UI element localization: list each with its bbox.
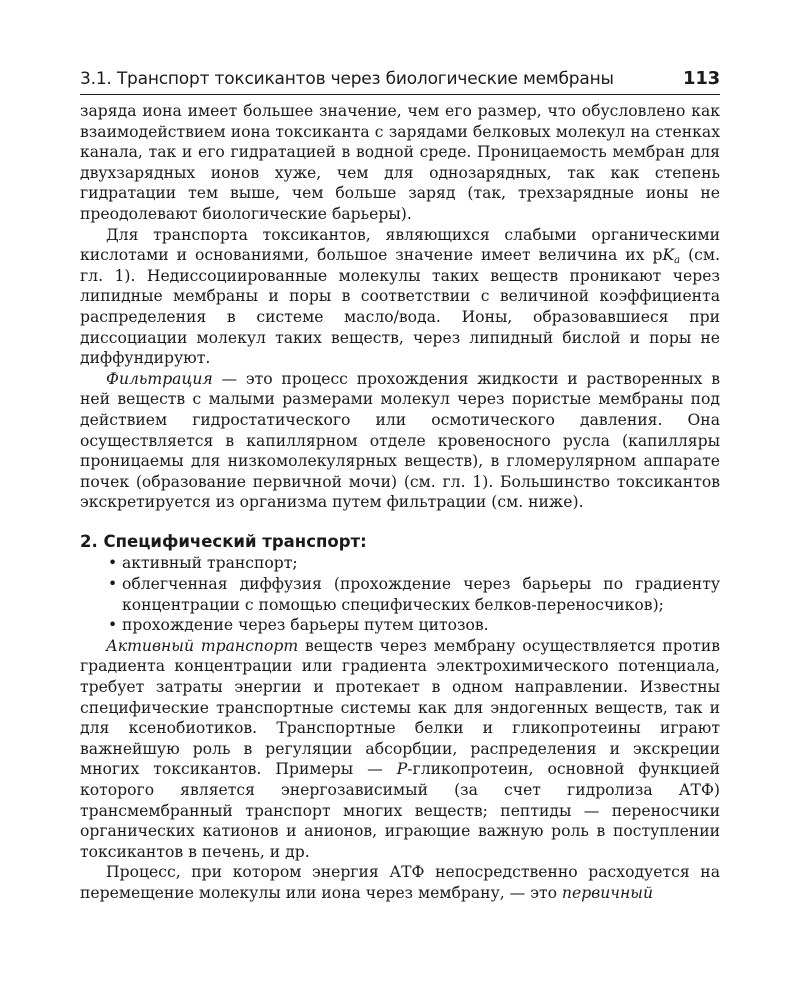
term-active-transport: Активный транспорт: [106, 636, 299, 655]
pka-k: K: [662, 246, 675, 265]
paragraph-4-text-1: веществ через мембрану осуществляется против градиента концентрации или градиента электрохимического потенциала, требует затраты энергии и протекает в одном направлении. Известны специфические транспортные системы как для эндогенных веществ, так и для ксенобиотиков. Транспортные белки и гликопротеины играют важнейшую роль в регуляции абсорбции, распределения и экскреции многих токсикантов. Примеры —: [80, 636, 720, 779]
section-heading: 2. Специфический транспорт:: [80, 531, 367, 551]
paragraph-2-after: (см. гл. 1). Недиссоциированные молекулы таких веществ проникают через липидные мембраны и поры в соответствии с величиной коэффициента распределения в системе масло/вода. Ионы, образовавшиеся при диссоциации молекул таких веществ, через липидный бислой и поры не диффундируют.: [80, 246, 720, 368]
term-filtration: Фильтрация: [106, 369, 213, 388]
paragraph-4: [80, 636, 720, 863]
list-item: • прохождение через барьеры путем цитозов.: [108, 615, 720, 636]
list-item: • облегченная диффузия (прохождение через барьеры по градиенту концентрации с помощью специфических белков-переносчиков);: [108, 574, 720, 615]
page-number: 113: [683, 68, 720, 89]
paragraph-4-text-2: -гликопротеин, основной функцией которого является энергозависимый (за счет гидролиза АТФ) трансмембранный транспорт многих веществ; пептиды — переносчики органических катионов и анионов, играющие важную роль в поступлении токсикантов в печень, и др.: [80, 760, 720, 861]
paragraph-2: [80, 225, 720, 369]
paragraph-5: [80, 862, 720, 903]
running-title: 3.1. Транспорт токсикантов через биологические мембраны: [80, 69, 614, 89]
paragraph-5-text: Процесс, при котором энергия АТФ непосредственно расходуется на перемещение молекулы или иона через мембрану, — это: [80, 863, 720, 902]
book-page: [80, 68, 720, 904]
paragraph-1: заряда иона имеет большее значение, чем его размер, что обусловлено как взаимодействием иона токсиканта с зарядами белковых молекул на стенках канала, так и его гидратацией в водной среде. Проницаемость мембран для двухзарядных ионов хуже, чем для однозарядных, так как степень гидратации тем выше, чем больше заряд (так, трехзарядные ионы не преодолевают биологические барьеры).: [80, 102, 720, 223]
list-item: • активный транспорт;: [108, 553, 720, 574]
term-primary: первичный: [561, 883, 654, 902]
paragraph-3: [80, 369, 720, 513]
running-header: [80, 68, 720, 95]
paragraph-2-before: Для транспорта токсикантов, являющихся слабыми органическими кислотами и основаниями, большое значение имеет величина их p: [80, 225, 720, 265]
pka-subscript: a: [674, 255, 681, 267]
bullet-list: [80, 553, 720, 635]
p-glycoprotein-letter: P: [396, 760, 408, 779]
paragraph-3-text: — это процесс прохождения жидкости и растворенных в ней веществ с малыми размерами молекул через пористые мембраны под действием гидростатического или осмотического давления. Она осуществляется в капиллярном отделе кровеносного русла (капилляры проницаемы для низкомолекулярных веществ), в гломерулярном аппарате почек (образование первичной мочи) (см. гл. 1). Большинство токсикантов экскретируется из организма путем фильтрации (см. ниже).: [80, 369, 720, 512]
body-text: [80, 101, 720, 904]
